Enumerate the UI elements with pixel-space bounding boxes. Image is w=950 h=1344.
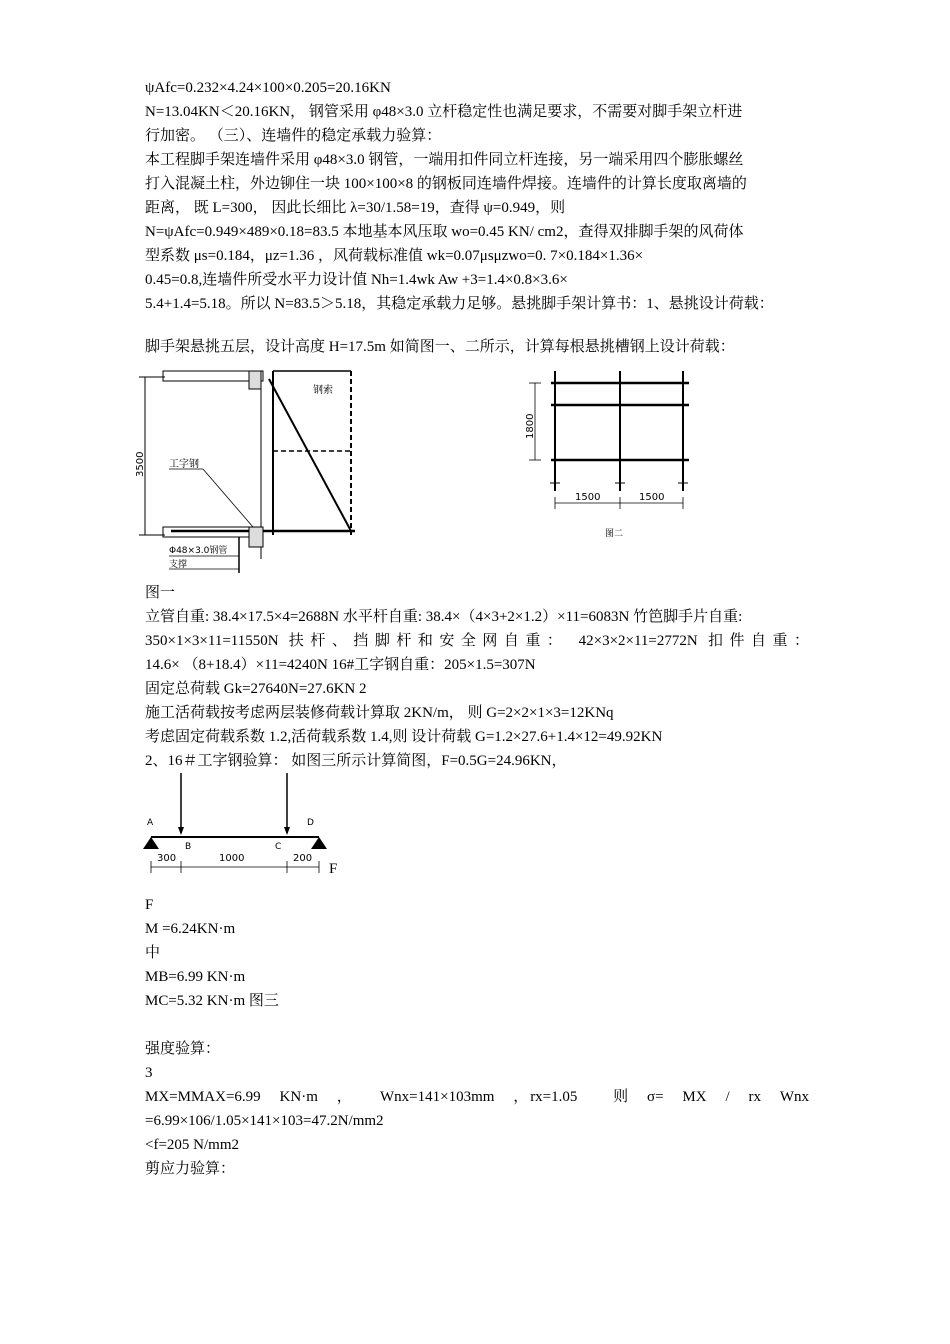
document-body [135,76,809,1181]
text-line: 强度验算： [145,1041,221,1057]
text-line: MX=MMAX=6.99 KN·m ， Wnx=141×103mm ，rx=1.05 则 σ= MX / rx Wnx [145,1089,809,1105]
text-line: 型系数 μs=0.184，μz=1.36 ，风荷载标准值 wk=0.07μsμzwo=0. 7×0.184×1.36× [145,248,644,264]
text-line: 0.45=0.8,连墙件所受水平力设计值 Nh=1.4wk Aw +3=1.4×0.8×3.6× [145,272,568,288]
text-line: N=13.04KN＜20.16KN， 钢管采用 φ48×3.0 立杆稳定性也满足要求，不需要对脚手架立杆进 [145,104,743,120]
text-line: 距离， 既 L=300， 因此长细比 λ=30/1.58=19，查得 ψ=0.949，则 [145,200,566,216]
text-line: MC=5.32 KN·m 图三 [145,993,279,1009]
fig1-cable-label: 钢索 [313,385,333,396]
text-line: 脚手架悬挑五层，设计高度 H=17.5m 如简图一、二所示，计算每根悬挑槽钢上设计荷载： [145,339,735,355]
fig3-label-b: B [185,842,192,852]
fig1-ibeam-label: 工字钢 [169,459,199,470]
fig3-dim1: 300 [157,853,177,864]
text-line: F [145,897,154,913]
figure-2 [515,371,715,561]
fig3-dim3: 200 [293,853,313,864]
text-line: ψAfc=0.232×4.24×100×0.205=20.16KN [145,80,391,96]
text-line: 本工程脚手架连墙件采用 φ48×3.0 钢管，一端用扣件同立杆连接，另一端采用四个膨胀螺丝 [145,152,744,168]
fig1-height-dim: 3500 [135,451,146,477]
fig1-pipe-label: Φ48×3.0钢管 [169,546,228,556]
text-line: 施工活荷载按考虑两层装修荷载计算取 2KN/m， 则 G=2×2×1×3=12KNq [145,705,614,721]
fig2-caption: 图二 [605,529,624,539]
text-line: 行加密。 （三）、连墙件的稳定承载力验算： [145,128,442,144]
text-line: N=ψAfc=0.949×489×0.18=83.5 本地基本风压取 wo=0.45 KN/ cm2，查得双排脚手架的风荷体 [145,224,744,240]
figure-3 [145,773,809,893]
text-line: MB=6.99 KN·m [145,969,246,985]
fig2-height-dim: 1800 [525,413,536,439]
fig3-dim2: 1000 [219,853,245,864]
text-line: 3 [145,1065,153,1081]
text-line: 立管自重: 38.4×17.5×4=2688N 水平杆自重: 38.4×（4×3+2×1.2）×11=6083N 竹笆脚手片自重: [145,609,743,625]
fig1-brace-label: 支撑 [169,560,188,570]
text-line: 固定总荷载 Gk=27640N=27.6KN 2 [145,681,367,697]
figures-row [135,359,809,581]
fig3-label-a: A [147,818,154,828]
text-line: M =6.24KN·m [145,921,236,937]
figure-1 [135,359,365,581]
text-line: 考虑固定荷载系数 1.2,活荷载系数 1.4,则 设计荷载 G=1.2×27.6+1.4×12=49.92KN [145,729,663,745]
text-line: 中 [145,945,161,961]
figure-3-beam [135,773,355,893]
text-line: 350×1×3×11=11550N 扶杆、挡脚杆和安全网自重： 42×3×2×11=2772N 扣件自重： [145,633,809,649]
text-line: 14.6× （8+18.4）×11=4240N 16#工字钢自重：205×1.5=307N [145,657,536,673]
text-line: 5.4+1.4=5.18。所以 N=83.5＞5.18，其稳定承载力足够。悬挑脚手架计算书：1、悬挑设计荷载： [145,296,774,312]
fig3-label-d: D [307,818,314,828]
text-line: 打入混凝土柱，外边铆住一块 100×100×8 的钢板同连墙件焊接。连墙件的计算长度取离墙的 [145,176,747,192]
fig2-span1: 1500 [575,492,601,503]
text-line: 剪应力验算： [145,1161,236,1177]
text-line: =6.99×106/1.05×141×103=47.2N/mm2 [145,1113,384,1129]
fig2-span2: 1500 [639,492,665,503]
figure-1-caption: 图一 [145,585,176,601]
text-line: <f=205 N/mm2 [145,1137,239,1153]
text-line: 2、16＃工字钢验算： 如图三所示计算简图，F=0.5G=24.96KN， [145,753,567,769]
fig3-side-f: F [329,861,338,877]
fig3-label-c: C [275,842,282,852]
